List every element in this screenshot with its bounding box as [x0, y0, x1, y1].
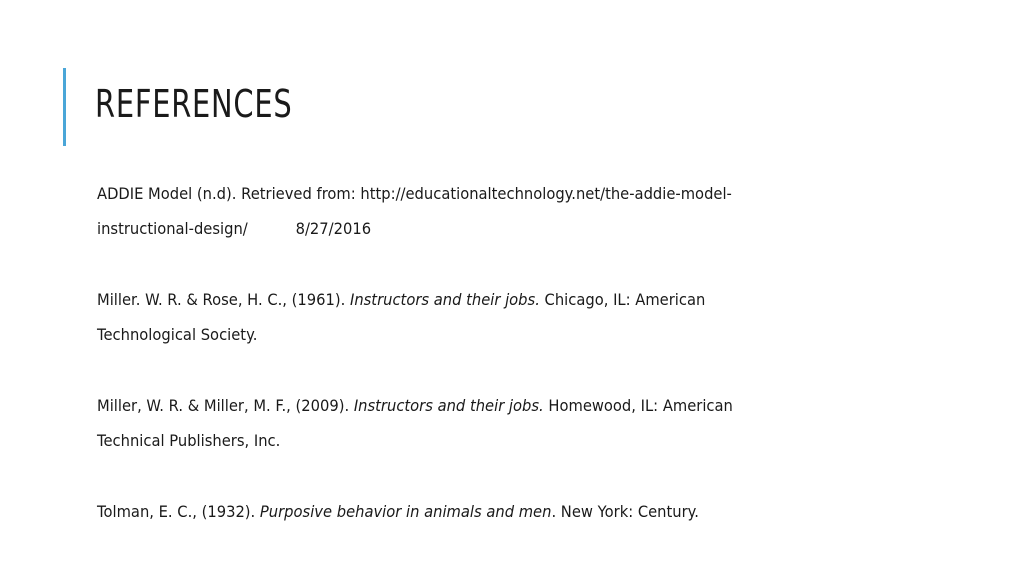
reference-title: Instructors and their jobs.: [353, 396, 544, 415]
reference-authors: Miller. W. R. & Rose, H. C., (1961).: [97, 290, 350, 309]
reference-text: Technological Society.: [97, 325, 258, 344]
reference-publisher: Chicago, IL: American: [539, 290, 706, 309]
reference-list: [97, 176, 897, 565]
reference-item-addie: [97, 176, 897, 246]
reference-text: Technical Publishers, Inc.: [97, 431, 281, 450]
reference-publisher: Homewood, IL: American: [543, 396, 733, 415]
reference-item-miller-rose: [97, 282, 897, 352]
reference-line: [97, 494, 833, 529]
reference-item-tolman: [97, 494, 897, 529]
reference-title: Instructors and their jobs.: [349, 290, 540, 309]
reference-line: [97, 317, 833, 352]
reference-publisher: . New York: Century.: [551, 502, 699, 521]
reference-line: [97, 211, 833, 246]
reference-authors: Miller, W. R. & Miller, M. F., (2009).: [97, 396, 354, 415]
title-accent-bar: [63, 68, 66, 146]
reference-authors: Tolman, E. C., (1932).: [97, 502, 260, 521]
reference-line: [97, 388, 833, 423]
slide-title: REFERENCES: [95, 82, 293, 126]
reference-item-miller-miller: [97, 388, 897, 458]
reference-text: ADDIE Model (n.d). Retrieved from: http://educationaltechnology.net/the-addie-model-: [97, 184, 732, 203]
reference-text: instructional-design/: [97, 219, 248, 238]
reference-title: Purposive behavior in animals and men: [259, 502, 552, 521]
reference-line: [97, 282, 833, 317]
reference-date: 8/27/2016: [295, 219, 372, 238]
reference-line: [97, 176, 833, 211]
reference-line: [97, 423, 833, 458]
